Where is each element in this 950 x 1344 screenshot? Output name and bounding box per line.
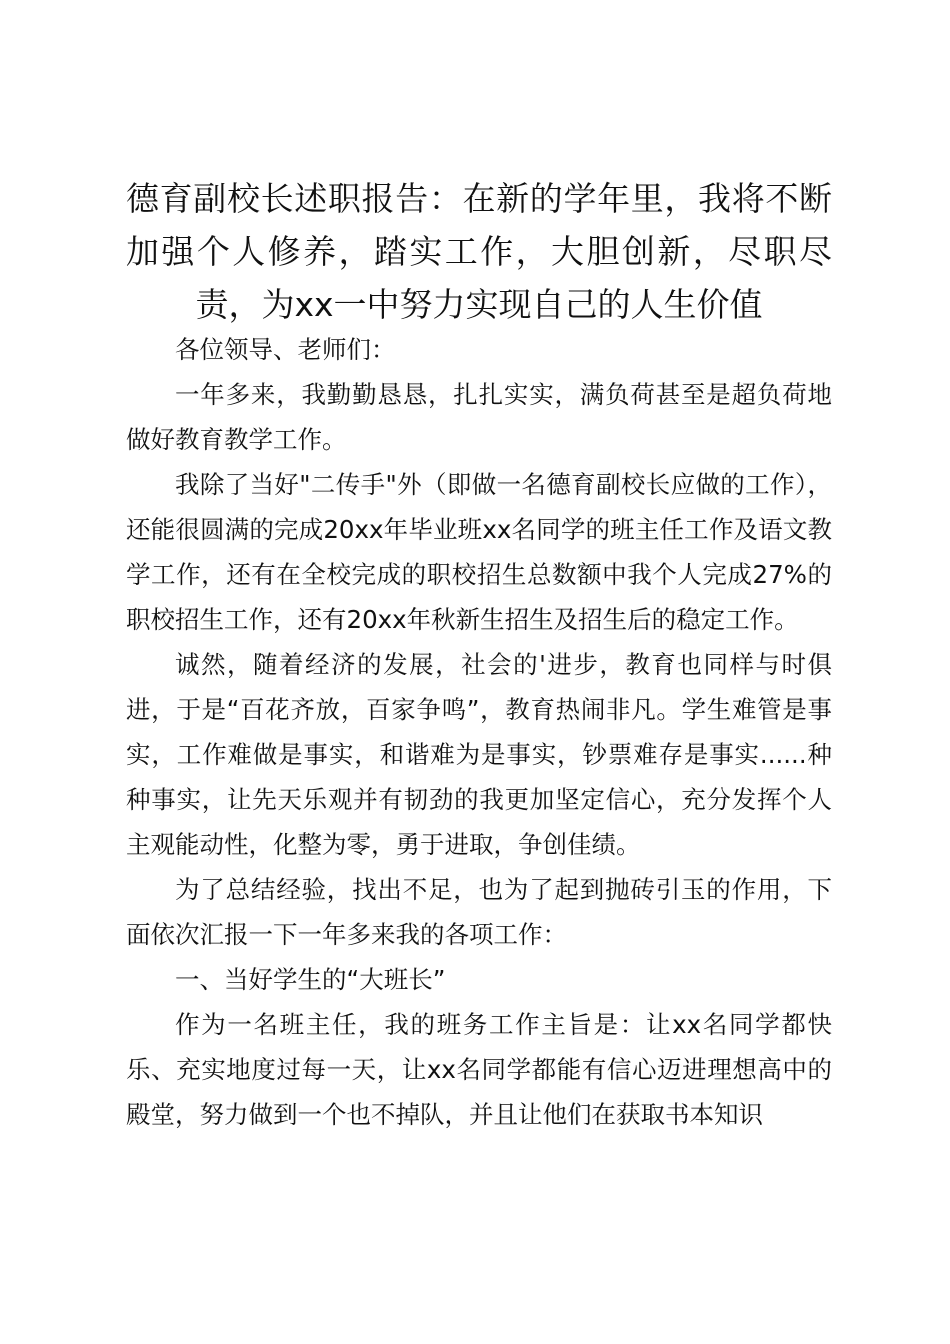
- paragraph: 我除了当好"二传手"外（即做一名德育副校长应做的工作），还能很圆满的完成20xx年毕业班xx名同学的班主任工作及语文教学工作，还有在全校完成的职校招生总数额中我个人完成27%的职校招生工作，还有20xx年秋新生招生及招生后的稳定工作。: [126, 470, 832, 634]
- paragraph: 为了总结经验，找出不足，也为了起到抛砖引玉的作用，下面依次汇报一下一年多来我的各项工作：: [126, 875, 832, 949]
- section-heading: 一、当好学生的“大班长”: [175, 965, 446, 994]
- document-body: [126, 327, 832, 1137]
- paragraph-salutation: 各位领导、老师们：: [175, 335, 396, 364]
- paragraph: 作为一名班主任，我的班务工作主旨是：让xx名同学都快乐、充实地度过每一天，让xx名同学都能有信心迈进理想高中的殿堂，努力做到一个也不掉队，并且让他们在获取书本知识: [126, 1010, 832, 1129]
- document-title: 德育副校长述职报告：在新的学年里，我将不断加强个人修养，踏实工作，大胆创新，尽职尽责，为xx一中努力实现自己的人生价值: [126, 179, 832, 324]
- paragraph: 一年多来，我勤勤恳恳，扎扎实实，满负荷甚至是超负荷地做好教育教学工作。: [126, 380, 832, 454]
- paragraph: 诚然，随着经济的发展，社会的'进步，教育也同样与时俱进，于是“百花齐放，百家争鸣”，教育热闹非凡。学生难管是事实，工作难做是事实，和谐难为是事实，钞票难存是事实......种种事实，让先天乐观并有韧劲的我更加坚定信心，充分发挥个人主观能动性，化整为零，勇于进取，争创佳绩。: [126, 650, 832, 859]
